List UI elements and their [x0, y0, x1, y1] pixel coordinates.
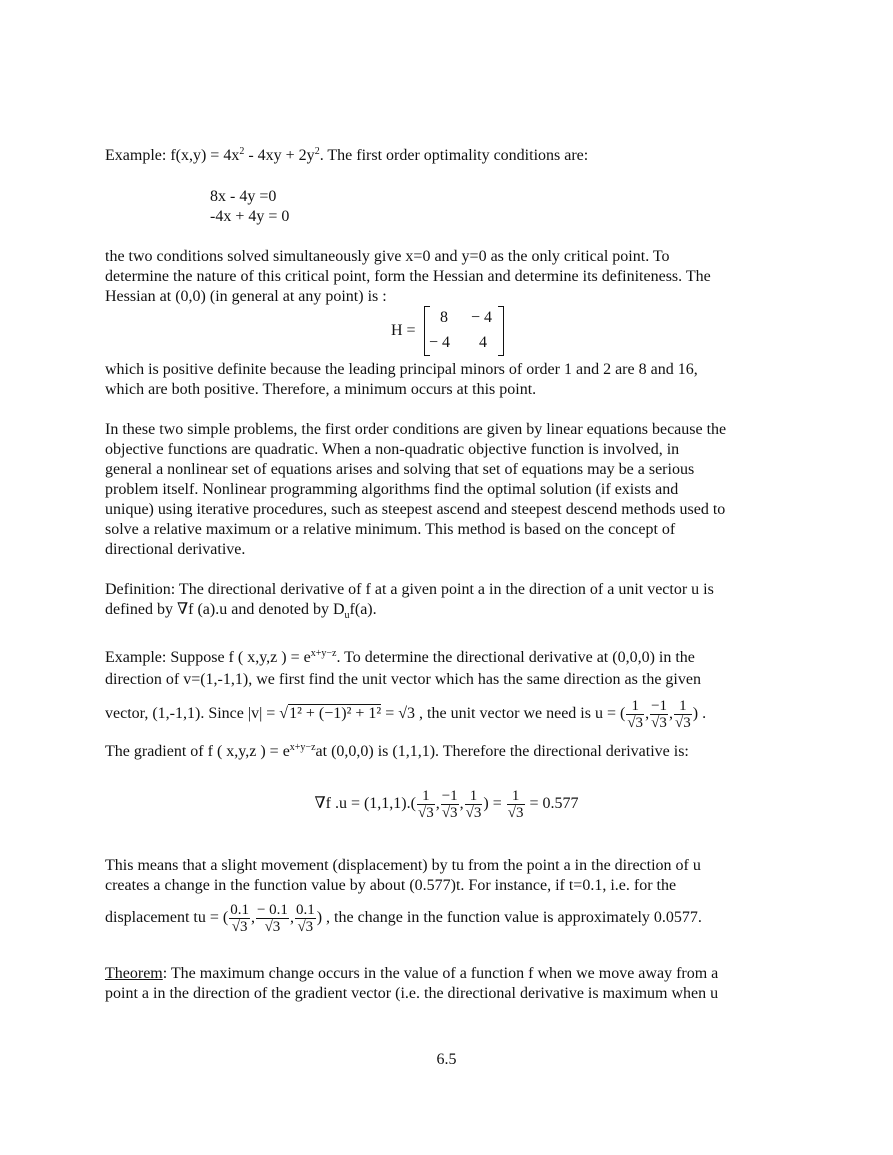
para1-line2: determine the nature of this critical point, form the Hessian and determine its definiteness. The	[105, 268, 711, 285]
example2-line3: vector, (1,-1,1). Since |v| = √1² + (−1)² + 1² = √3 , the unit vector we need is u = ( $\frac{1}{√3}$ , $\frac{-1}{√3}$ , $\frac{1}{√3}$ ) .	[105, 697, 707, 731]
hessian-cell-11: 8	[440, 309, 448, 326]
unit-vector-frac-1: $\frac{1}{√3}$	[627, 697, 644, 731]
para3-line5: unique) using iterative procedures, such as steepest ascend and steepest descend methods used to	[105, 501, 726, 518]
para2-line2: which are both positive. Therefore, a minimum occurs at this point.	[105, 381, 537, 398]
hessian-cell-12: − 4	[471, 309, 493, 326]
unit-vector-frac-2: $\frac{-1}{√3}$	[651, 697, 668, 731]
example2-line2: direction of v=(1,-1,1), we first find the unit vector which has the same direction as the given	[105, 671, 701, 688]
theorem-label: Theorem	[105, 965, 163, 982]
para3-line2: objective functions are quadratic. When a non-quadratic objective function is involved, in	[105, 441, 680, 458]
example2-line4: The gradient of f ( x,y,z ) = $e^{x+y-z}at$ (0,0,0) is (1,1,1). Therefore the directional derivative is:	[105, 742, 689, 760]
para3-line1: In these two simple problems, the first order conditions are given by linear equations because the	[105, 421, 727, 438]
para4-line3: displacement tu = ( $\frac{0.1}{√3}$ , $\frac{- 0.1}{√3}$ , $\frac{0.1}{√3}$ ) , the change in the function value is approximately 0.0577.	[105, 901, 702, 935]
directional-derivative-formula: ∇f .u = (1,1,1).( $\frac{1}{√3}$ , $\frac{-1}{√3}$ , $\frac{1}{√3}$ ) = $\frac{1}{√3}$ = 0.577	[314, 787, 579, 821]
para3-line6: solve a relative maximum or a relative minimum. This method is based on the concept of	[105, 521, 676, 538]
displacement-frac-1: $\frac{0.1}{√3}$	[230, 901, 249, 935]
page-number: 6.5	[436, 1051, 457, 1068]
para4-line1: This means that a slight movement (displacement) by tu from the point a in the direction of u	[105, 857, 701, 874]
unit-vector-frac-3: $\frac{1}{√3}$	[675, 697, 691, 731]
para1-line3: Hessian at (0,0) (in general at any point) is :	[105, 288, 387, 305]
formula-frac-3: $\frac{1}{√3}$	[465, 787, 482, 821]
formula-frac-result: $\frac{1}{√3}$	[507, 787, 524, 821]
hessian-cell-21: − 4	[429, 334, 451, 351]
para2-line1: which is positive definite because the leading principal minors of order 1 and 2 are 8 and 16,	[105, 361, 698, 378]
formula-frac-1: $\frac{1}{√3}$	[417, 787, 434, 821]
example1-intro: Example: $f(x,y) = 4x^2 - 4xy + 2y^2$. The first order optimality conditions are:	[105, 146, 589, 164]
condition-eq1: 8x - 4y =0	[210, 188, 277, 205]
displacement-frac-3: $\frac{0.1}{√3}$	[295, 901, 315, 935]
para3-line7: directional derivative.	[105, 541, 246, 558]
hessian-label: H =	[391, 322, 416, 339]
para1-line1: the two conditions solved simultaneously give x=0 and y=0 as the only critical point. To	[105, 248, 670, 265]
hessian-cell-22: 4	[479, 334, 487, 351]
theorem-line1: Theorem: The maximum change occurs in the value of a function f when we move away from a	[105, 965, 719, 982]
para3-line4: problem itself. Nonlinear programming algorithms find the optimal solution (if exists and	[105, 481, 679, 498]
condition-eq2: -4x + 4y = 0	[210, 208, 290, 225]
formula-frac-2: $\frac{-1}{√3}$	[441, 787, 458, 821]
hessian-matrix	[424, 306, 504, 356]
para4-line2: creates a change in the function value by about (0.577)t. For instance, if t=0.1, i.e. for the	[105, 877, 677, 894]
definition-line1: Definition: The directional derivative of f at a given point a in the direction of a unit vector u is	[105, 581, 714, 598]
example2-line1: Example: Suppose f ( x,y,z ) = $e^{x+y-z}$. To determine the directional derivative at (0,0,0) in the	[105, 648, 695, 666]
displacement-frac-2: $\frac{- 0.1}{√3}$	[256, 901, 288, 935]
theorem-line2: point a in the direction of the gradient vector (i.e. the directional derivative is maximum when u	[105, 985, 719, 1002]
definition-line2: defined by ∇f (a).u and denoted by $D_uf(a)$.	[105, 601, 377, 622]
para3-line3: general a nonlinear set of equations arises and solving that set of equations may be a serious	[105, 461, 695, 478]
